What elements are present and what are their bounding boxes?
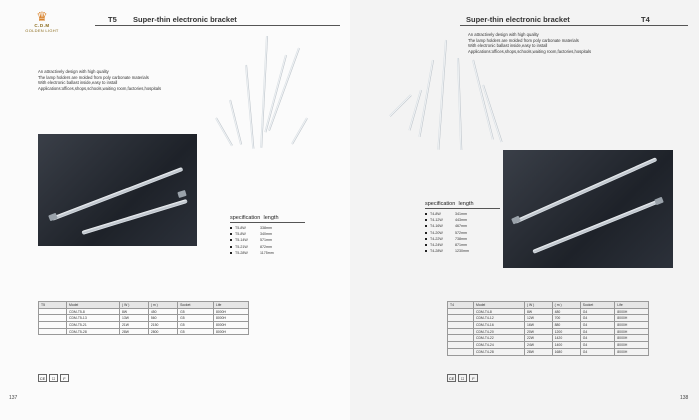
table-row: CDM-T5-28 28W 2800 G5 8000H — [39, 328, 249, 335]
table-row: CDM-T4-24 24W 1400 G4 8000H — [448, 342, 649, 349]
spec-row: T4-24W 871mm — [425, 242, 500, 248]
certification-marks — [38, 374, 69, 382]
page-number: 138 — [680, 395, 689, 401]
description — [38, 69, 161, 91]
spec-header: specification length — [230, 215, 279, 221]
page-title: Super-thin electronic bracket — [466, 15, 570, 24]
spec-row: T5-8W 340mm — [230, 231, 305, 237]
spec-list — [425, 201, 500, 254]
product-photo — [503, 150, 673, 268]
description-line: Applications:offices,shops,schools,waiting room,factories,hospitals — [468, 48, 592, 54]
spec-row: T4-8W 341mm — [425, 211, 500, 217]
description-line: The lamp holders are molded from poly carbonate materials — [38, 74, 149, 80]
spec-list — [230, 215, 305, 256]
description-line: With electronic ballast inside,easy to install — [468, 43, 548, 49]
page-title: Super-thin electronic bracket — [133, 15, 237, 24]
brand-logo — [18, 10, 66, 33]
table-row: CDM-T4-20 20W 1200 G4 8000H — [448, 328, 649, 335]
square-mark-icon: ☐ — [458, 374, 467, 382]
description — [468, 32, 591, 54]
page-number: 137 — [9, 395, 18, 401]
table-row: CDM-T4-28 28W 1680 G4 8000H — [448, 348, 649, 355]
table-header: T5 Model ( W ) ( m ) Socket Life — [39, 302, 249, 309]
right-page — [350, 0, 699, 420]
spec-row: T4-22W 738mm — [425, 236, 500, 242]
table-header: T4 Model ( W ) ( m ) Socket Life — [448, 302, 649, 309]
spec-row: T4-28W 1230mm — [425, 248, 500, 254]
table-row: CDM-T4-22 22W 1420 G4 8000H — [448, 335, 649, 342]
table-row: CDM-T5-13 13W 560 G5 8000H — [39, 315, 249, 322]
spec-table — [447, 301, 649, 356]
f-mark-icon: F — [60, 374, 69, 382]
table-row: CDM-T5-8 8W 450 G5 8000H — [39, 308, 249, 315]
spec-row: T5-14W 571mm — [230, 237, 305, 243]
table-row: CDM-T4-8 8W 480 G4 8000H — [448, 308, 649, 315]
description-line: An attractively design with high quality — [38, 69, 109, 74]
product-code: T5 — [108, 15, 117, 24]
crown-icon: ♛ — [36, 9, 48, 24]
spec-header: specification length — [425, 201, 474, 207]
title-divider — [95, 25, 340, 26]
certification-marks — [447, 374, 478, 382]
product-code: T4 — [641, 15, 650, 24]
description-line: An attractively design with high quality — [468, 32, 539, 37]
spec-row: T4-20W 572mm — [425, 230, 500, 236]
title-divider — [460, 25, 688, 26]
f-mark-icon: F — [469, 374, 478, 382]
table-row: CDM-T5-21 21W 2150 G5 8000H — [39, 322, 249, 329]
description-line: Applications:offices,shops,schools,waiting room,factories,hospitals — [38, 85, 162, 91]
brand-tagline: GOLDEN LIGHT — [25, 28, 59, 33]
spec-table — [38, 301, 249, 335]
ce-mark-icon: CE — [39, 376, 46, 381]
brand-name: C.D.M — [34, 23, 50, 28]
description-line: The lamp holders are molded from poly carbonate materials — [468, 37, 579, 43]
square-mark-icon: ☐ — [49, 374, 58, 382]
spec-row: T5-21W 872mm — [230, 244, 305, 250]
product-photo — [38, 134, 197, 246]
spec-row: T4-16W 467mm — [425, 223, 500, 229]
table-row: CDM-T4-12 12W 700 G4 8000H — [448, 315, 649, 322]
spec-row: T4-12W 443mm — [425, 217, 500, 223]
ce-mark-icon: CE — [448, 376, 455, 381]
spec-row: T5-28W 1175mm — [230, 250, 305, 256]
description-line: With electronic ballast inside,easy to install — [38, 80, 118, 86]
table-row: CDM-T4-16 16W 880 G4 8000H — [448, 322, 649, 329]
spec-row: T5-8W 338mm — [230, 225, 305, 231]
